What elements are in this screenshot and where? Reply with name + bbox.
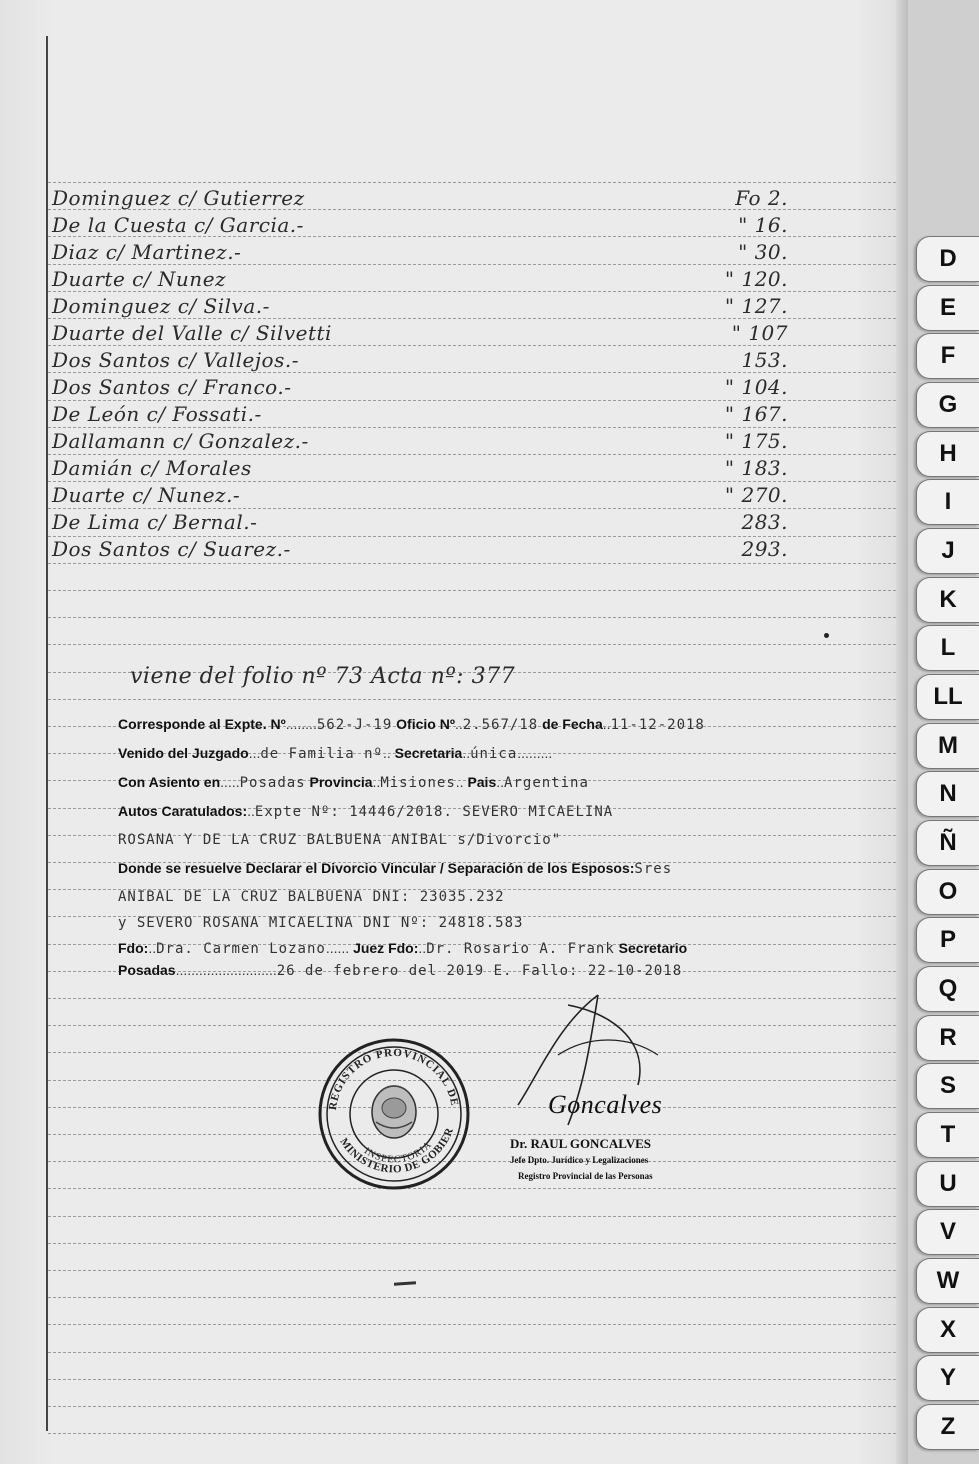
index-tab-v[interactable]: V (916, 1209, 979, 1255)
ruled-line (48, 699, 896, 700)
ruled-line (48, 1352, 896, 1353)
signer-name: Dr. RAUL GONCALVES (510, 1136, 651, 1151)
index-tab-o[interactable]: O (916, 869, 979, 915)
secretario-label: Secretario (618, 940, 688, 956)
oficio-label: Oficio Nº (396, 716, 455, 732)
form-row-juzgado: Venido del Juzgado...de Familia nº.. Secretaria..única......... (118, 745, 553, 762)
fecha-value: 11-12-2018 (610, 717, 705, 733)
entry-name: Diaz c/ Martinez.- (52, 240, 242, 264)
ink-dot (824, 633, 829, 638)
ruled-line (48, 481, 896, 482)
asiento-label: Con Asiento en (118, 774, 221, 790)
ruled-line (48, 1052, 896, 1053)
ruled-line (48, 1161, 896, 1162)
entry-folio: " 183. (724, 456, 788, 480)
ruled-line (48, 182, 896, 183)
entry-name: De León c/ Fossati.- (52, 402, 262, 426)
posadas-label: Posadas (118, 962, 176, 978)
index-tab-w[interactable]: W (916, 1258, 979, 1304)
form-row-autos-cont (118, 831, 561, 848)
ruled-line (48, 1297, 896, 1298)
official-stamp (316, 1036, 472, 1192)
entry-folio: 153. (741, 348, 788, 372)
juez-value: Dr. Rosario A. Frank (426, 941, 615, 957)
index-tab-x[interactable]: X (916, 1307, 979, 1353)
expte-value: 562-J-19 (316, 717, 393, 733)
expte-label: Corresponde al Expte. Nº (118, 716, 286, 732)
ruled-line (48, 1270, 896, 1271)
stamp-seal (316, 1036, 472, 1192)
index-tab-k[interactable]: K (916, 577, 979, 623)
ruled-line (48, 1080, 896, 1081)
ruled-line (48, 617, 896, 618)
entry-name: Dallamann c/ Gonzalez.- (52, 429, 309, 453)
form-row-expediente: Corresponde al Expte. Nº........562-J-19 Oficio Nº..2.567/18 de Fecha..11-12-2018 (118, 716, 705, 733)
fdo-value: Dra. Carmen Lozano (156, 941, 326, 957)
ruled-line (48, 400, 896, 401)
ruled-line (48, 508, 896, 509)
juzgado-value: de Familia nº (260, 746, 383, 762)
juez-label: Juez Fdo: (353, 940, 419, 956)
entry-name: Dominguez c/ Gutierrez (52, 186, 305, 210)
ruled-line (48, 644, 896, 645)
posadas-value: 26 de febrero del 2019 E. Fallo: 22-10-2018 (276, 963, 683, 979)
ruled-line (48, 1379, 896, 1380)
ruled-line (48, 291, 896, 292)
pais-label: Pais (467, 774, 497, 790)
entry-folio: " 175. (724, 429, 788, 453)
index-tab-m[interactable]: M (916, 723, 979, 769)
form-row-donde-cont-1 (118, 888, 505, 905)
ruled-line (48, 345, 896, 346)
index-tab-n[interactable]: N (916, 771, 979, 817)
signature-script: Goncalves (548, 1090, 663, 1119)
index-tab-z[interactable]: Z (916, 1404, 979, 1450)
index-tab-t[interactable]: T (916, 1112, 979, 1158)
index-tab-g[interactable]: G (916, 382, 979, 428)
ruled-line (48, 1107, 896, 1108)
ruled-line (48, 998, 896, 999)
entry-name: Dos Santos c/ Franco.- (52, 375, 292, 399)
ruled-line (48, 1406, 896, 1407)
index-tab-q[interactable]: Q (916, 966, 979, 1012)
secretaria-value: única (470, 746, 518, 762)
stamp-bottom-text-2: MINISTERIO DE GOBIER (337, 1125, 457, 1176)
provincia-value: Misiones (380, 775, 456, 791)
signer-title-1: Jefe Dpto. Jurídico y Legalizaciones (510, 1155, 649, 1165)
donde-value-2: y SEVERO ROSANA MICAELINA DNI Nº: 24818.583 (118, 915, 524, 931)
ruled-line (48, 427, 896, 428)
index-tab-l[interactable]: L (916, 625, 979, 671)
fecha-label: de Fecha (542, 716, 603, 732)
stamp-top-text: REGISTRO PROVINCIAL DE (327, 1046, 461, 1111)
index-tab-d[interactable]: D (916, 236, 979, 282)
ruled-line (48, 372, 896, 373)
form-row-asiento: Con Asiento en.....Posadas Provincia..Misiones.. Pais..Argentina (118, 774, 589, 791)
autos-value-1: Expte Nº: 14446/2018. SEVERO MICAELINA (254, 804, 614, 820)
stamp-bottom-text-1: INSPECTORIA (361, 1139, 435, 1166)
entry-folio: " 30. (738, 240, 788, 264)
donde-value-1: ANIBAL DE LA CRUZ BALBUENA DNI: 23035.232 (118, 889, 505, 905)
index-tab-e[interactable]: E (916, 285, 979, 331)
form-row-posadas: Posadas..........................26 de febrero del 2019 E. Fallo: 22-10-2018 (118, 962, 683, 979)
ruled-line (48, 590, 896, 591)
ruled-line (48, 1433, 896, 1434)
entry-name: Duarte del Valle c/ Silvetti (52, 321, 332, 345)
form-row-donde-cont-2 (118, 914, 523, 931)
entry-folio: " 127. (724, 294, 788, 318)
signer-title-2: Registro Provincial de las Personas (518, 1171, 653, 1181)
asiento-value: Posadas (239, 775, 306, 791)
index-tab-s[interactable]: S (916, 1063, 979, 1109)
entry-name: Dos Santos c/ Suarez.- (52, 537, 291, 561)
entry-folio: 293. (741, 537, 788, 561)
ruled-line (48, 1324, 896, 1325)
entry-folio: Fo 2. (735, 186, 788, 210)
ruled-line (48, 264, 896, 265)
ruled-line (48, 1134, 896, 1135)
autos-value-2: ROSANA Y DE LA CRUZ BALBUENA ANIBAL s/Divorcio" (118, 832, 562, 848)
donde-label: Donde se resuelve Declarar el Divorcio Vincular / Separación de los Esposos: (118, 860, 635, 876)
fdo-label: Fdo: (118, 940, 149, 956)
form-row-donde (118, 860, 672, 877)
entry-folio: " 167. (724, 402, 788, 426)
index-tab-y[interactable]: Y (916, 1355, 979, 1401)
entry-name: Dos Santos c/ Vallejos.- (52, 348, 299, 372)
ruled-line (48, 1188, 896, 1189)
entry-folio: " 120. (724, 267, 788, 291)
ruled-line (48, 563, 896, 564)
provincia-label: Provincia (309, 774, 373, 790)
entry-name: De Lima c/ Bernal.- (52, 510, 258, 534)
index-tab-h[interactable]: H (916, 431, 979, 477)
entry-folio: " 107 (731, 321, 788, 345)
index-tab-ñ[interactable]: Ñ (916, 820, 979, 866)
entry-name: Duarte c/ Nunez.- (52, 483, 241, 507)
entry-name: Dominguez c/ Silva.- (52, 294, 270, 318)
oficio-value: 2.567/18 (462, 717, 539, 733)
coat-of-arms-icon (372, 1086, 416, 1138)
ruled-line (48, 318, 896, 319)
form-row-autos: Autos Caratulados:..Expte Nº: 14446/2018. SEVERO MICAELINA (118, 803, 614, 820)
tab-edge (896, 0, 908, 1464)
donde-value-0: Sres (634, 861, 673, 877)
entry-name: Duarte c/ Nunez (52, 267, 227, 291)
entry-folio: 283. (741, 510, 788, 534)
index-tab-i[interactable]: I (916, 479, 979, 525)
autos-label: Autos Caratulados: (118, 803, 248, 819)
ruled-line (48, 1025, 896, 1026)
index-tab-u[interactable]: U (916, 1161, 979, 1207)
pais-value: Argentina (504, 775, 589, 791)
entry-folio: " 270. (724, 483, 788, 507)
index-tab-ll[interactable]: LL (916, 674, 979, 720)
entry-name: Damián c/ Morales (52, 456, 252, 480)
ruled-line (48, 454, 896, 455)
ruled-line (48, 1216, 896, 1217)
ruled-line (48, 1243, 896, 1244)
secretaria-label: Secretaria (394, 745, 463, 761)
index-tab-j[interactable]: J (916, 528, 979, 574)
index-tab-f[interactable]: F (916, 333, 979, 379)
entry-folio: " 104. (724, 375, 788, 399)
index-tab-p[interactable]: P (916, 917, 979, 963)
entry-folio: " 16. (738, 213, 788, 237)
form-row-firmas: Fdo:..Dra. Carmen Lozano...... Juez Fdo:..Dr. Rosario A. Frank Secretario (118, 940, 688, 957)
juzgado-label: Venido del Juzgado (118, 745, 249, 761)
index-tab-r[interactable]: R (916, 1015, 979, 1061)
viene-del-folio-note: viene del folio nº 73 Acta nº: 377 (130, 664, 516, 689)
entry-name: De la Cuesta c/ Garcia.- (52, 213, 304, 237)
